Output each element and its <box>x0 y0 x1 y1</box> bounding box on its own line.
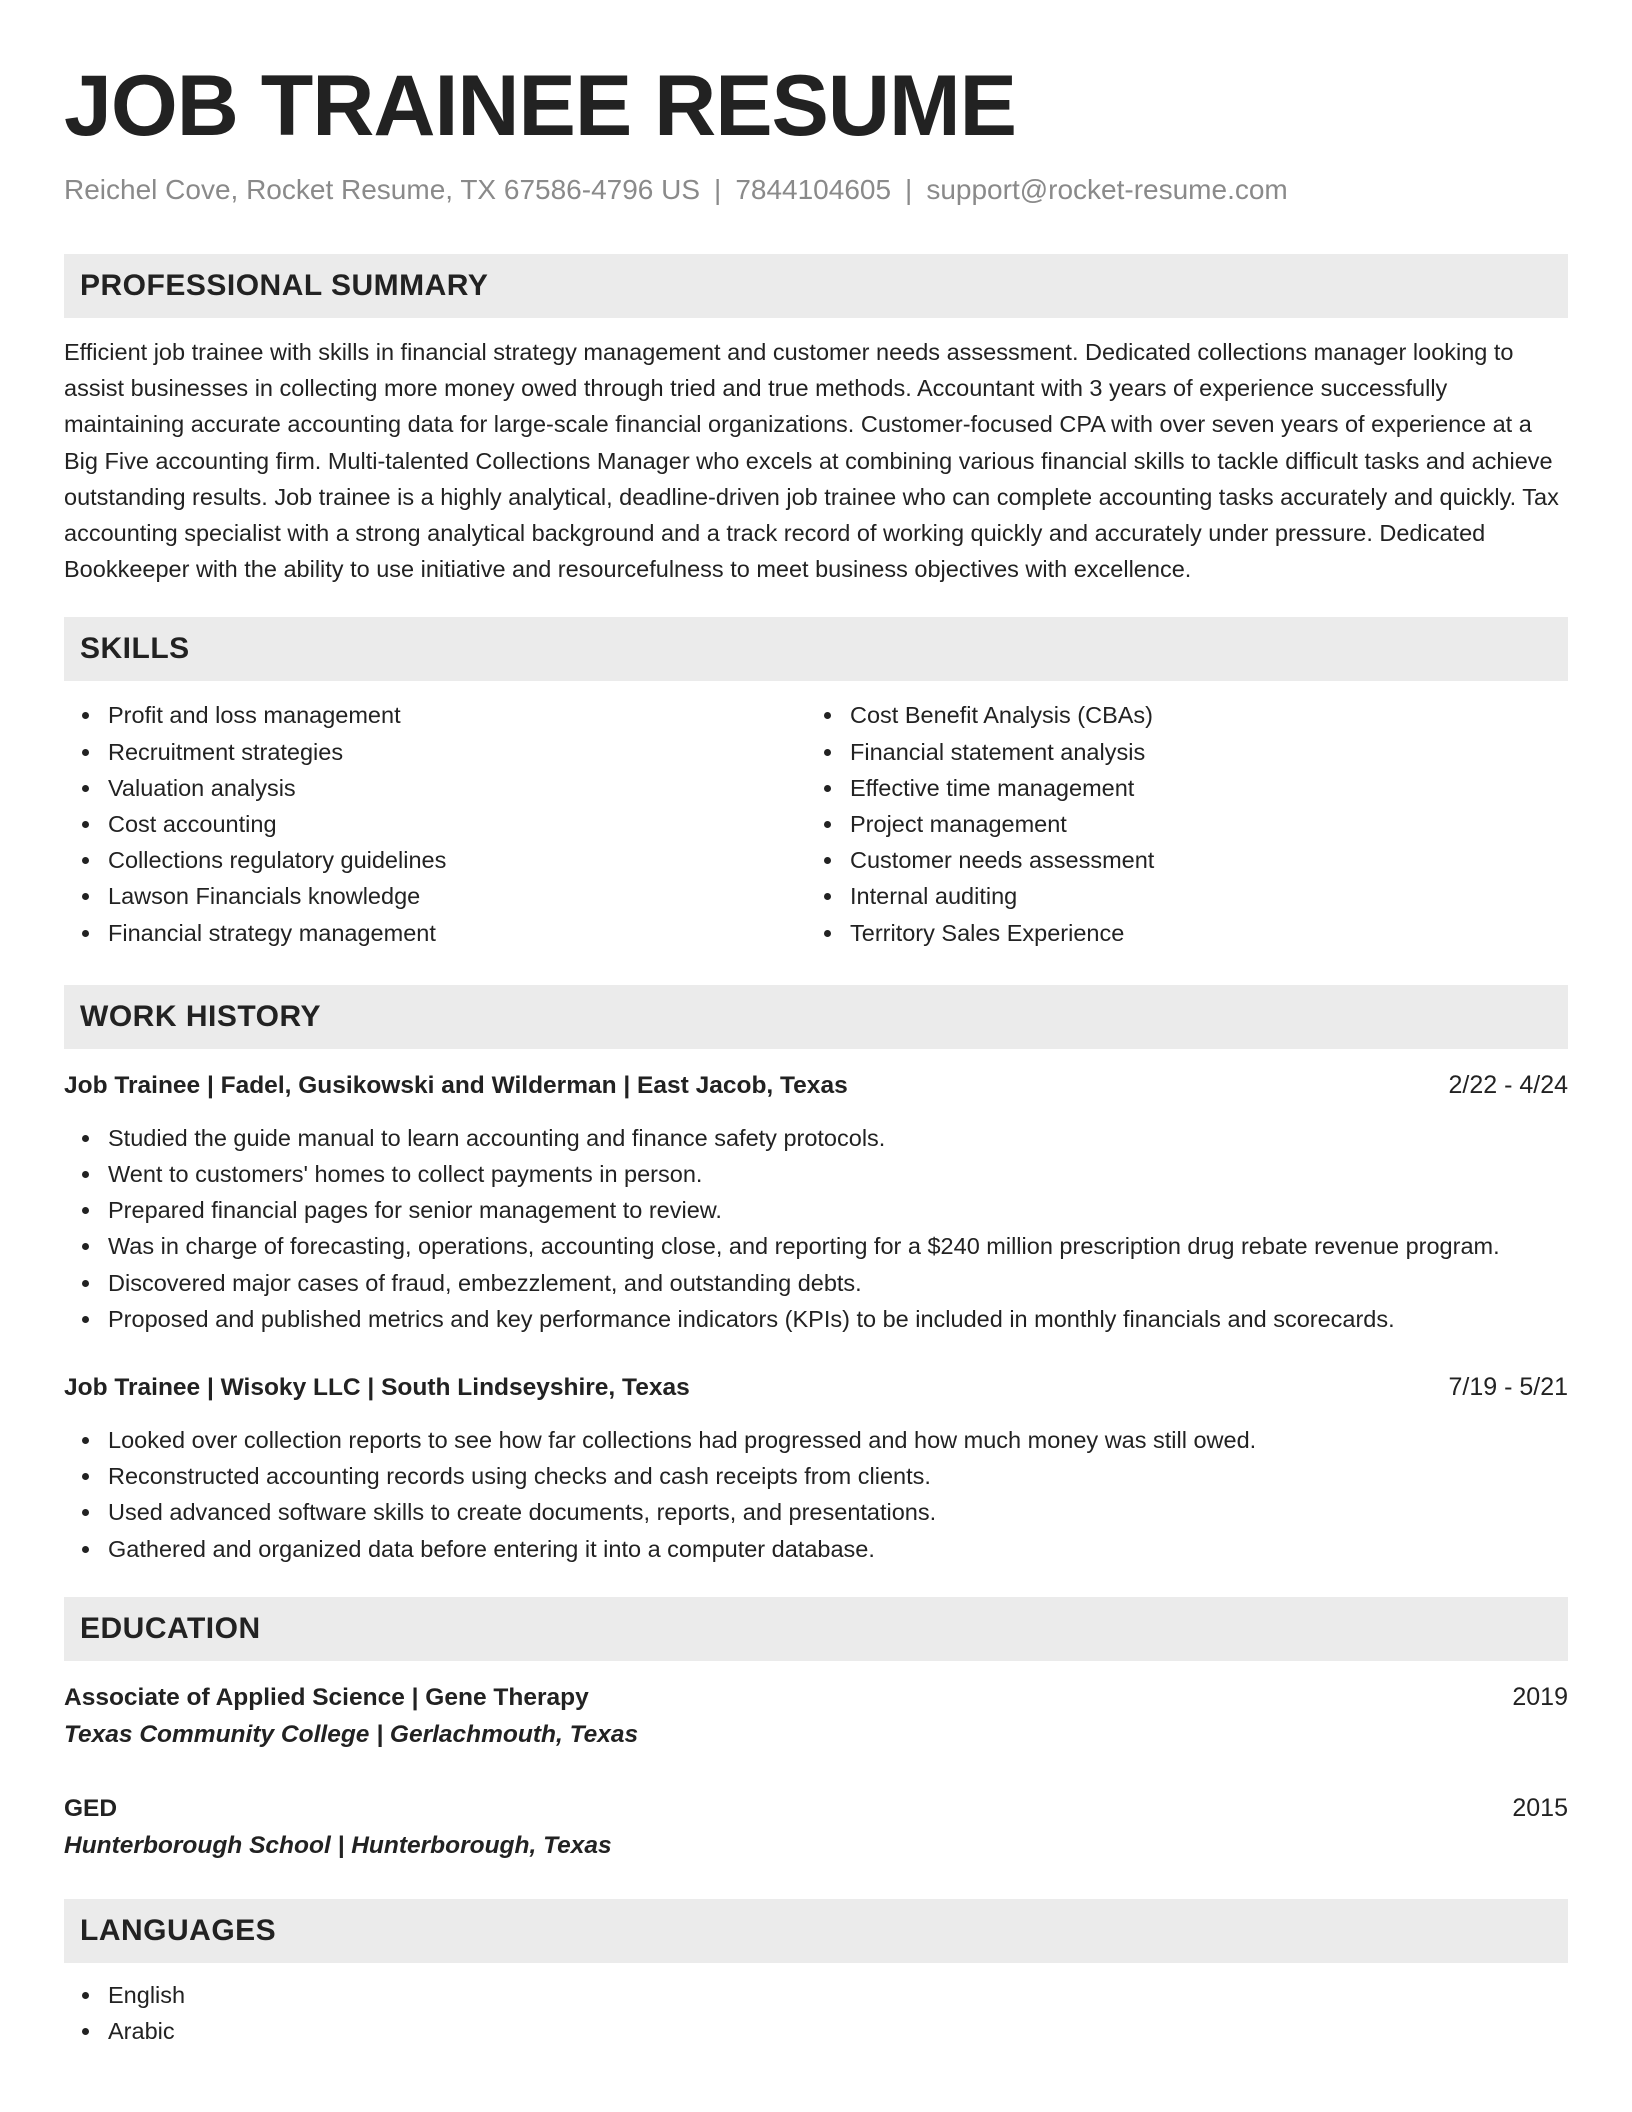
job-bullet: Studied the guide manual to learn accounting and finance safety protocols. <box>64 1120 1568 1156</box>
job-title: Job Trainee | Fadel, Gusikowski and Wilderman | East Jacob, Texas <box>64 1071 848 1099</box>
education-school: Texas Community College | Gerlachmouth, Texas <box>64 1720 639 1748</box>
job-header <box>64 1067 1568 1104</box>
education-school: Hunterborough School | Hunterborough, Texas <box>64 1831 612 1859</box>
language-item: English <box>64 1977 1568 2013</box>
skills-list-left <box>64 697 806 950</box>
skill-item: Customer needs assessment <box>806 842 1548 878</box>
job-entry <box>64 1067 1568 1337</box>
education-year: 2015 <box>1512 1793 1568 1822</box>
job-bullet: Used advanced software skills to create documents, reports, and presentations. <box>64 1494 1568 1530</box>
job-bullet: Was in charge of forecasting, operations, accounting close, and reporting for a $240 million prescription drug rebate revenue program. <box>64 1228 1568 1264</box>
education-degree: GED <box>64 1794 118 1822</box>
contact-phone: 7844104605 <box>735 174 892 205</box>
skill-item: Recruitment strategies <box>64 734 806 770</box>
summary-section-header <box>64 254 1568 318</box>
job-bullet: Reconstructed accounting records using checks and cash receipts from clients. <box>64 1458 1568 1494</box>
skills-list-right <box>806 697 1548 950</box>
skill-item: Profit and loss management <box>64 697 806 733</box>
job-bullet: Looked over collection reports to see how far collections had progressed and how much money was still owed. <box>64 1422 1568 1458</box>
job-bullet: Gathered and organized data before entering it into a computer database. <box>64 1531 1568 1567</box>
job-bullets <box>64 1422 1568 1567</box>
skill-item: Cost accounting <box>64 806 806 842</box>
education-entry <box>64 1679 1568 1754</box>
job-bullets <box>64 1120 1568 1337</box>
skills-columns <box>64 697 1568 950</box>
skill-item: Territory Sales Experience <box>806 915 1548 951</box>
skill-item: Internal auditing <box>806 878 1548 914</box>
education-header <box>64 1790 1568 1827</box>
skill-item: Lawson Financials knowledge <box>64 878 806 914</box>
contact-email: support@rocket-resume.com <box>926 174 1288 205</box>
job-bullet: Discovered major cases of fraud, embezzlement, and outstanding debts. <box>64 1265 1568 1301</box>
contact-separator: | <box>714 174 722 205</box>
work-section-header <box>64 985 1568 1049</box>
resume-title: JOB TRAINEE RESUME <box>64 58 1017 154</box>
skill-item: Financial statement analysis <box>806 734 1548 770</box>
skill-item: Project management <box>806 806 1548 842</box>
skills-heading: SKILLS <box>80 632 190 666</box>
contact-address: Reichel Cove, Rocket Resume, TX 67586-4796 US <box>64 174 701 205</box>
education-entry <box>64 1790 1568 1865</box>
job-dates: 2/22 - 4/24 <box>1448 1070 1568 1099</box>
skill-item: Effective time management <box>806 770 1548 806</box>
languages-list <box>64 1977 1568 2049</box>
work-heading: WORK HISTORY <box>80 999 322 1033</box>
education-degree: Associate of Applied Science | Gene Therapy <box>64 1683 589 1711</box>
language-item: Arabic <box>64 2013 1568 2049</box>
contact-line <box>64 172 1568 208</box>
job-bullet: Prepared financial pages for senior management to review. <box>64 1192 1568 1228</box>
job-header <box>64 1369 1568 1406</box>
education-header <box>64 1679 1568 1716</box>
languages-section-header <box>64 1899 1568 1963</box>
summary-heading: PROFESSIONAL SUMMARY <box>80 269 489 302</box>
summary-text: Efficient job trainee with skills in financial strategy management and customer needs assessment. Dedicated collections manager looking to assist businesses in collecting more money owed through tried and true methods. Accountant with 3 years of experience successfully maintaining accurate accounting data for large-scale financial organizations. Customer-focused CPA with over seven years of experience at a Big Five accounting firm. Multi-talented Collections Manager who excels at combining various financial skills to tackle difficult tasks and achieve outstanding results. Job trainee is a highly analytical, deadline-driven job trainee who can complete accounting tasks accurately and quickly. Tax accounting specialist with a strong analytical background and a track record of working quickly and accurately under pressure. Dedicated Bookkeeper with the ability to use initiative and resourcefulness to meet business objectives with excellence. <box>64 339 1559 583</box>
skill-item: Valuation analysis <box>64 770 806 806</box>
job-bullet: Proposed and published metrics and key performance indicators (KPIs) to be included in monthly financials and scorecards. <box>64 1301 1568 1337</box>
skills-section-header <box>64 617 1568 681</box>
job-title: Job Trainee | Wisoky LLC | South Lindseyshire, Texas <box>64 1374 690 1402</box>
contact-separator: | <box>905 174 913 205</box>
job-dates: 7/19 - 5/21 <box>1448 1373 1568 1402</box>
education-heading: EDUCATION <box>80 1611 261 1645</box>
languages-heading: LANGUAGES <box>80 1913 277 1947</box>
job-entry <box>64 1369 1568 1567</box>
skill-item: Financial strategy management <box>64 915 806 951</box>
education-section-header <box>64 1597 1568 1661</box>
skill-item: Collections regulatory guidelines <box>64 842 806 878</box>
education-year: 2019 <box>1512 1682 1568 1711</box>
job-bullet: Went to customers' homes to collect payments in person. <box>64 1156 1568 1192</box>
skill-item: Cost Benefit Analysis (CBAs) <box>806 697 1548 733</box>
